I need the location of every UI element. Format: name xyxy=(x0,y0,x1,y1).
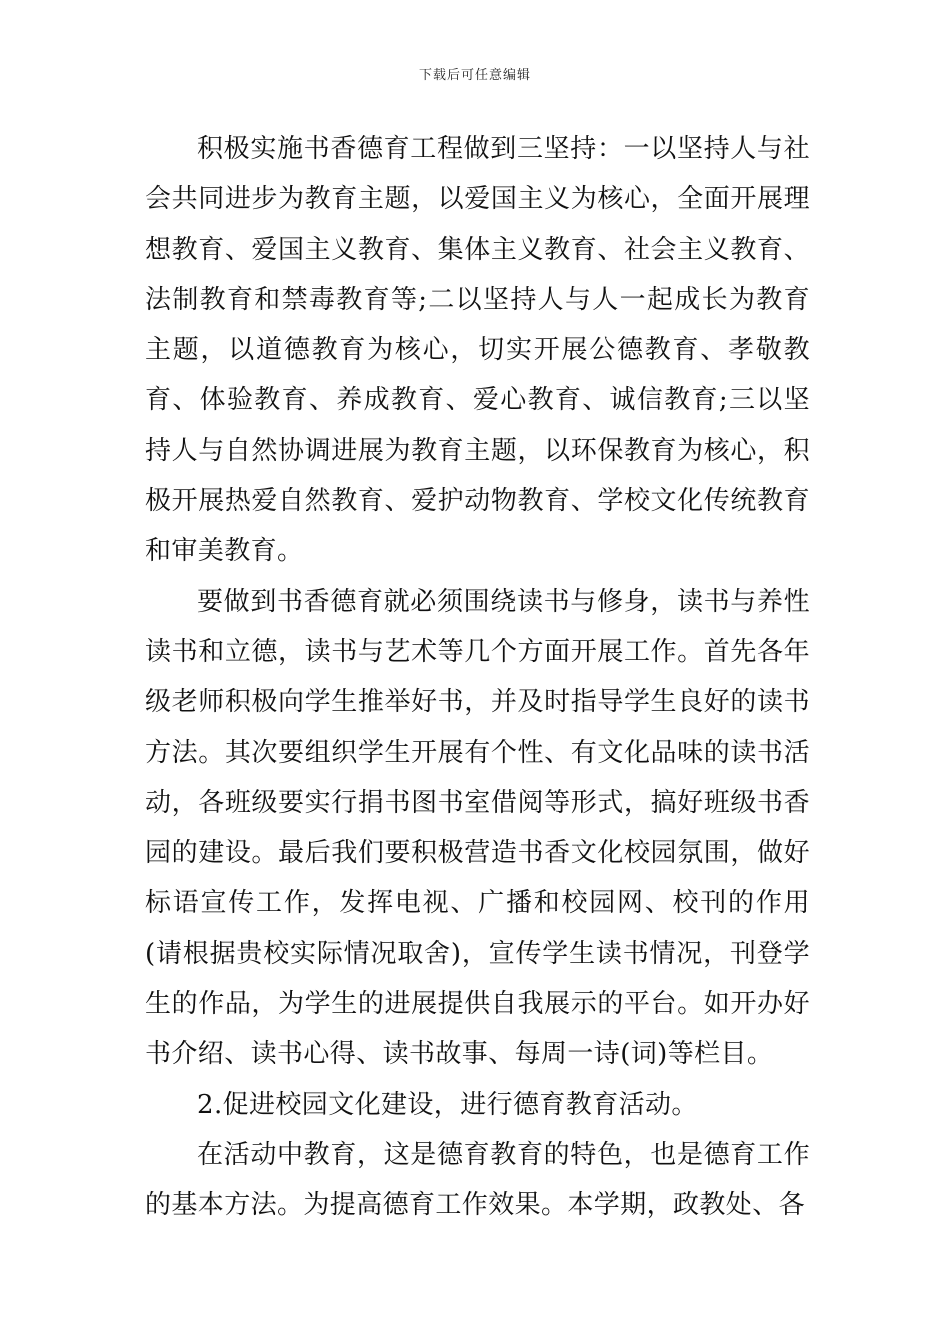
paragraph-4: 在活动中教育，这是德育教育的特色，也是德育工作的基本方法。为提高德育工作效果。本学期，政教处、各 xyxy=(145,1139,810,1221)
paragraph-2: 要做到书香德育就必须围绕读书与修身，读书与养性读书和立德，读书与艺术等几个方面开展工作。首先各年级老师积极向学生推举好书，并及时指导学生良好的读书方法。其次要组织学生开展有个性、有文化品味的读书活动，各班级要实行捐书图书室借阅等形式，搞好班级书香园的建设。最后我们要积极营造书香文化校园氛围，做好标语宣传工作，发挥电视、广播和校园网、校刊的作用(请根据贵校实际情况取舍)，宣传学生读书情况，刊登学生的作品，为学生的进展提供自我展示的平台。如开办好书介绍、读书心得、读书故事、每周一诗(词)等栏目。 xyxy=(145,586,810,1070)
header-note: 下载后可任意编辑 xyxy=(418,68,531,83)
paragraph-3: 2.促进校园文化建设，进行德育教育活动。 xyxy=(197,1089,698,1120)
document-body xyxy=(145,124,810,1231)
paragraph-1: 积极实施书香德育工程做到三坚持：一以坚持人与社会共同进步为教育主题，以爱国主义为核心，全面开展理想教育、爱国主义教育、集体主义教育、社会主义教育、法制教育和禁毒教育等;二以坚持人与人一起成长为教育主题，以道德教育为核心，切实开展公德教育、孝敬教育、体验教育、养成教育、爱心教育、诚信教育;三以坚持人与自然协调进展为教育主题，以环保教育为核心，积极开展热爱自然教育、爱护动物教育、学校文化传统教育和审美教育。 xyxy=(145,134,810,567)
